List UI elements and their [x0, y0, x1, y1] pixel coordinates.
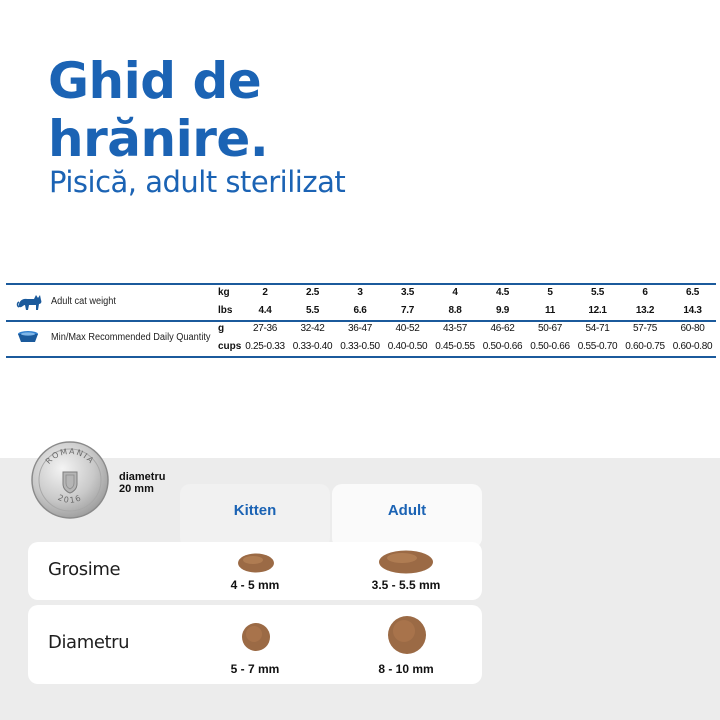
table-cell-cups: 0.60-0.75	[625, 341, 665, 352]
thickness-label: Grosime	[48, 559, 121, 580]
adult-column-header	[332, 484, 482, 548]
table-cell-g: 27-36	[252, 323, 278, 334]
table-cell-cups: 0.33-0.50	[340, 341, 380, 352]
title-line-1: Ghid de	[48, 52, 262, 110]
table-cell-kg: 6	[642, 287, 648, 298]
kitten-column-header	[180, 484, 330, 548]
coin-icon	[30, 440, 110, 520]
coin-caption-line-2: 20 mm	[119, 483, 154, 495]
table-cell-g: 46-62	[490, 323, 515, 334]
feeding-table	[6, 283, 716, 358]
kitten-label: Kitten	[233, 502, 277, 519]
table-cell-g: 60-80	[680, 323, 705, 334]
table-cell-kg: 3	[357, 287, 363, 298]
table-cell-lbs: 13.2	[635, 305, 655, 316]
table-cell-cups: 0.45-0.55	[435, 341, 475, 352]
table-cell-g: 57-75	[632, 323, 658, 334]
cat-icon	[16, 291, 46, 313]
table-cell-kg: 5.5	[590, 287, 604, 298]
table-cell-kg: 2	[262, 287, 268, 298]
table-cell-lbs: 11	[545, 305, 555, 316]
table-cell-g: 36-47	[347, 323, 373, 334]
adult-label: Adult	[387, 502, 427, 519]
table-cell-g: 32-42	[300, 323, 325, 334]
table-cell-kg: 4.5	[495, 287, 509, 298]
kitten-diameter-value: 5 - 7 mm	[230, 662, 280, 676]
coin-caption	[119, 471, 165, 495]
quantity-row-label: Min/Max Recommended Daily Quantity	[51, 332, 211, 343]
adult-kibble-side-icon	[378, 549, 434, 575]
table-cell-g: 43-57	[442, 323, 468, 334]
table-cell-lbs: 4.4	[258, 305, 272, 316]
diameter-row	[28, 605, 482, 684]
thickness-row	[28, 542, 482, 600]
kitten-kibble-side-icon	[237, 552, 275, 574]
coin-caption-line-1: diametru	[119, 471, 166, 483]
table-cell-g: 40-52	[395, 323, 420, 334]
table-cell-g: 54-71	[585, 323, 610, 334]
table-cell-cups: 0.50-0.66	[530, 341, 570, 352]
adult-kibble-top-icon	[387, 615, 427, 655]
table-cell-kg: 5	[547, 287, 553, 298]
page-subtitle: Pisică, adult sterilizat	[49, 165, 346, 199]
unit-kg: kg	[218, 287, 230, 298]
table-cell-cups: 0.40-0.50	[387, 341, 428, 352]
table-cell-cups: 0.50-0.66	[482, 341, 523, 352]
table-cell-cups: 0.25-0.33	[245, 341, 285, 352]
table-cell-kg: 2.5	[305, 287, 319, 298]
table-cell-lbs: 6.6	[353, 305, 367, 316]
adult-diameter-value: 8 - 10 mm	[378, 662, 434, 676]
coin-text-bottom: 2016	[56, 492, 84, 505]
table-cell-kg: 4	[452, 287, 458, 298]
kitten-thickness-value: 4 - 5 mm	[230, 578, 280, 592]
title-line-2: hrănire.	[48, 110, 269, 168]
page-title	[48, 52, 268, 168]
table-cell-lbs: 5.5	[305, 305, 319, 316]
diameter-label: Diametru	[48, 632, 130, 653]
weight-row-label: Adult cat weight	[51, 296, 116, 307]
table-cell-cups: 0.60-0.80	[672, 341, 713, 352]
kitten-kibble-top-icon	[241, 622, 271, 652]
table-cell-kg: 6.5	[685, 287, 699, 298]
table-cell-cups: 0.33-0.40	[292, 341, 333, 352]
table-cell-lbs: 7.7	[400, 305, 414, 316]
table-cell-lbs: 14.3	[683, 305, 702, 316]
coin-text-top: ROMANIA	[43, 446, 97, 466]
table-cell-lbs: 9.9	[495, 305, 509, 316]
table-separator	[6, 320, 716, 322]
table-cell-g: 50-67	[537, 323, 563, 334]
table-cell-lbs: 12.1	[588, 305, 607, 316]
unit-g: g	[218, 323, 225, 334]
adult-thickness-value: 3.5 - 5.5 mm	[371, 578, 441, 592]
table-cell-kg: 3.5	[400, 287, 414, 298]
unit-lbs: lbs	[218, 305, 233, 316]
food-bowl-icon	[16, 330, 40, 344]
table-cell-cups: 0.55-0.70	[577, 341, 618, 352]
table-cell-lbs: 8.8	[448, 305, 462, 316]
unit-cups: cups	[218, 341, 242, 352]
